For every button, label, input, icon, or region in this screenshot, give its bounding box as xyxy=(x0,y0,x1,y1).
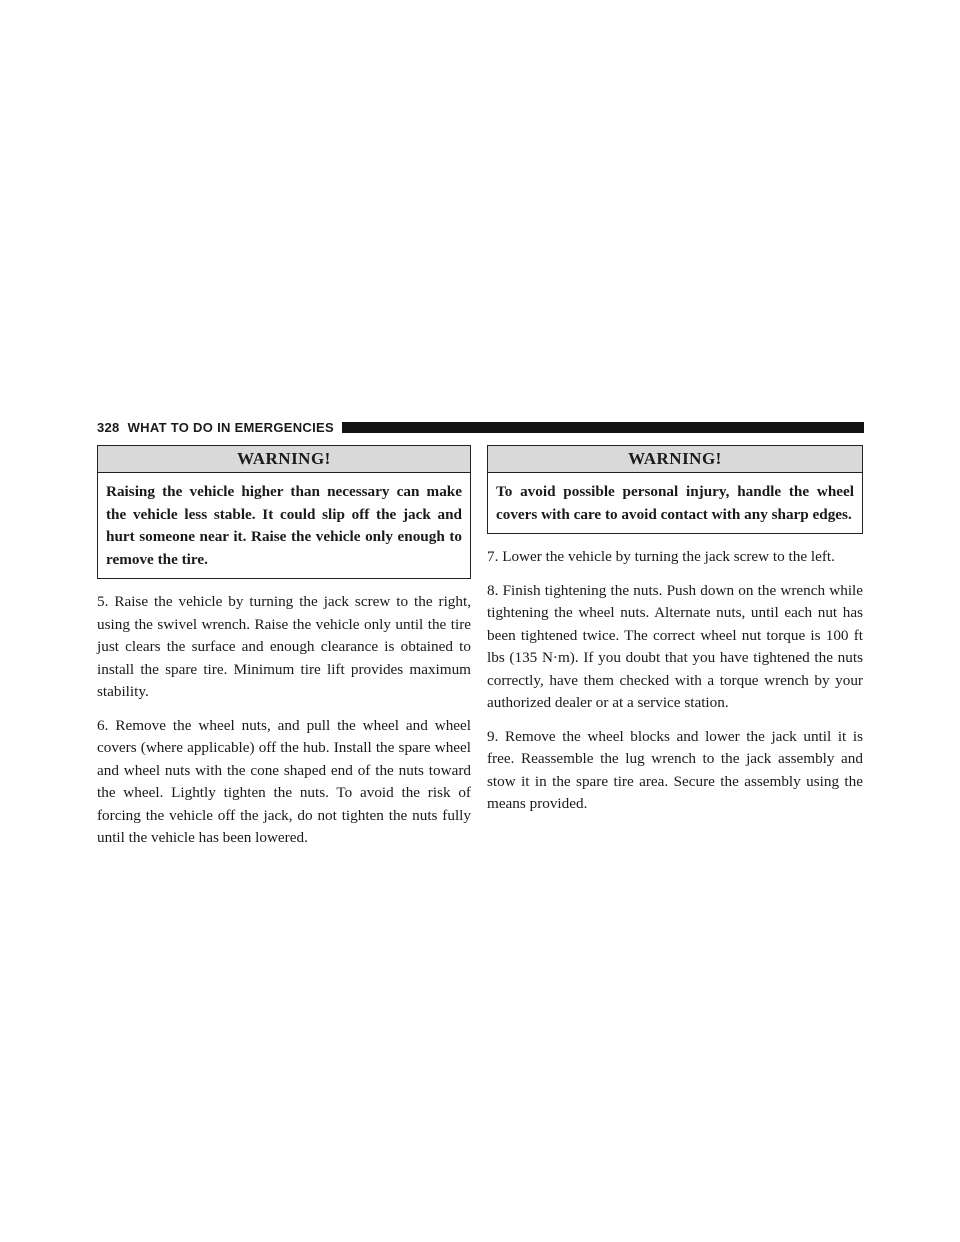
step-5-paragraph: 5. Raise the vehicle by turning the jack screw to the right, using the swivel wrench. Raise the vehicle only until the tire just clears the surface and enough clearance is obtained to install the spare tire. Minimum tire lift provides maximum stability. xyxy=(97,593,471,700)
page-number: 328 xyxy=(97,419,120,435)
warning-text: To avoid possible personal injury, handle the wheel covers with care to avoid contact with any sharp edges. xyxy=(496,483,854,523)
header-rule xyxy=(342,422,864,433)
warning-text: Raising the vehicle higher than necessary can make the vehicle less stable. It could slip off the jack and hurt someone near it. Raise the vehicle only enough to remove the tire. xyxy=(106,483,462,568)
left-column xyxy=(97,445,471,861)
warning-title: WARNING! xyxy=(98,446,470,473)
page-header xyxy=(97,416,864,438)
step-6-paragraph: 6. Remove the wheel nuts, and pull the wheel and wheel covers (where applicable) off the hub. Install the spare wheel and wheel nuts with the cone shaped end of the nuts toward the wheel. Lightly tighten the nuts. To avoid the risk of forcing the vehicle off the jack, do not tighten the nuts fully until the vehicle has been lowered. xyxy=(97,716,471,846)
warning-box-jack-height xyxy=(97,445,471,579)
right-column xyxy=(487,445,863,827)
step-7-paragraph: 7. Lower the vehicle by turning the jack screw to the left. xyxy=(487,548,835,565)
section-title: WHAT TO DO IN EMERGENCIES xyxy=(127,419,334,435)
step-9-paragraph: 9. Remove the wheel blocks and lower the jack until it is free. Reassemble the lug wrench to the jack assembly and stow it in the spare tire area. Secure the assembly using the means provided. xyxy=(487,727,863,812)
warning-title: WARNING! xyxy=(488,446,862,473)
warning-box-wheel-covers xyxy=(487,445,863,534)
step-8-paragraph: 8. Finish tightening the nuts. Push down on the wrench while tightening the wheel nuts. Alternate nuts, until each nut has been tightened twice. The correct wheel nut torque is 100 ft lbs (135 N·m). If you doubt that you have tightened the nuts correctly, have them checked with a torque wrench by your authorized dealer or at a service station. xyxy=(487,581,863,711)
